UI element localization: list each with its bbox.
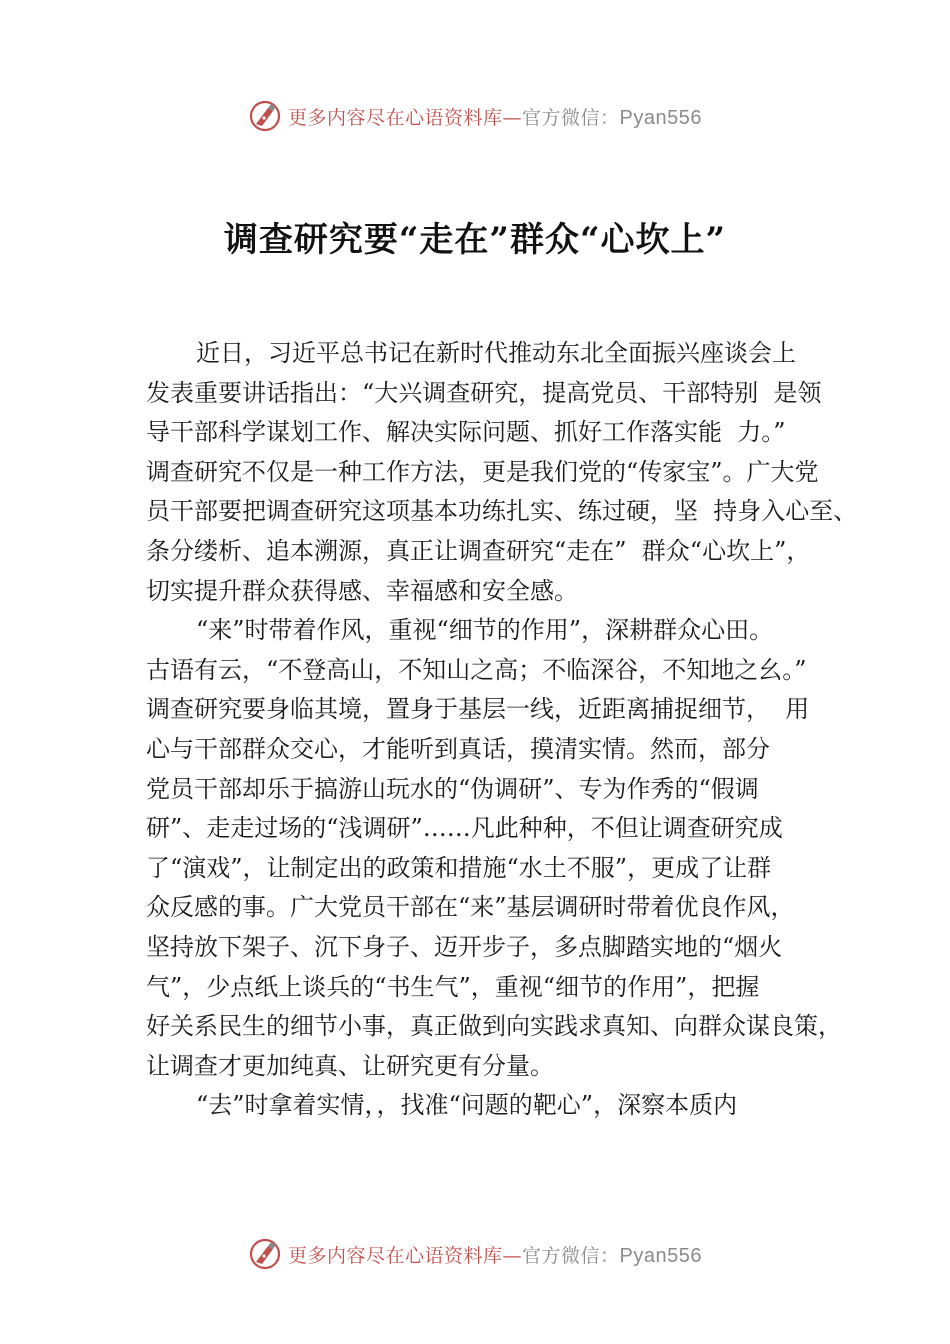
text-line: 心与干部群众交心，才能听到真话，摸清实情。然而，部分 [146, 734, 770, 763]
banner-label: 官方微信： [522, 1244, 620, 1267]
text-line: 好关系民生的细节小事，真正做到向实践求真知、向群众谋良策， [146, 1012, 842, 1041]
text-line: 条分缕析、追本溯源，真正让调查研究“走在” 群众“心坎上”， [146, 536, 811, 565]
text-line: 古语有云，“不登高山，不知山之高；不临深谷，不知地之⺓。” [146, 655, 807, 684]
text-line: “来”时带着作风，重视“细节的作用”，深耕群众心田。 [196, 616, 774, 645]
text-line: “去”时拿着实情，，找准“问题的靶心”，深察本质内 [196, 1091, 738, 1120]
banner-label: 官方微信： [522, 106, 620, 129]
banner-dash: — [502, 1244, 523, 1267]
text-line: 员干部要把调查研究这项基本功练扎实、练过硬，坚 持身入心至、 [146, 497, 858, 526]
text-line: 党员干部却乐于搞游山玩水的“伪调研”、专为作秀的“假调 [146, 774, 759, 803]
banner-text [288, 1241, 702, 1268]
text-line: 研”、走走过场的“浅调研”……凡此种种，不但让调查研究成 [146, 814, 783, 843]
banner-text [288, 103, 702, 130]
footer-banner [0, 1234, 950, 1274]
text-line: 众反感的事。广大党员干部在“来”基层调研时带着优良作风， [146, 893, 795, 922]
text-line: 让调查才更加纯真、让研究更有分量。 [146, 1051, 554, 1080]
document-body [146, 334, 858, 1126]
text-line: 切实提升群众获得感、幸福感和安全感。 [146, 576, 578, 605]
text-line: 调查研究要身临其境，置身于基层一线，近距离捕捉细节， 用 [146, 695, 810, 724]
text-line: 调查研究不仅是一种工作方法，更是我们党的“传家宝”。广大党 [146, 457, 819, 486]
banner-account: Pyan556 [619, 1244, 702, 1267]
banner-account: Pyan556 [619, 106, 702, 129]
banner-prefix: 更多内容尽在心语资料库 [288, 1244, 503, 1267]
text-line: 气”，少点纸上谈兵的“书生气”，重视“细节的作用”，把握 [146, 972, 760, 1001]
banner-dash: — [502, 106, 523, 129]
document-title: 调查研究要“走在”群众“心坎上” [223, 220, 727, 260]
text-line: 近日，习近平总书记在新时代推动东北全面振兴座谈会上 [196, 339, 796, 367]
pen-nib-logo-icon [248, 1237, 282, 1271]
text-line: 了“演戏”，让制定出的政策和措施“水土不服”，更成了让群 [146, 853, 772, 882]
text-line: 发表重要讲话指出：“大兴调查研究，提高党员、干部特别 是领 [146, 378, 822, 407]
text-line: 导干部科学谋划工作、解决实际问题、抓好工作落实能 力。” [146, 418, 786, 447]
banner-prefix: 更多内容尽在心语资料库 [288, 106, 503, 129]
pen-nib-logo-icon [248, 99, 282, 133]
header-banner [0, 96, 950, 136]
text-line: 坚持放下架子、沉下身子、迈开步子，多点脚踏实地的“烟火 [146, 932, 783, 961]
